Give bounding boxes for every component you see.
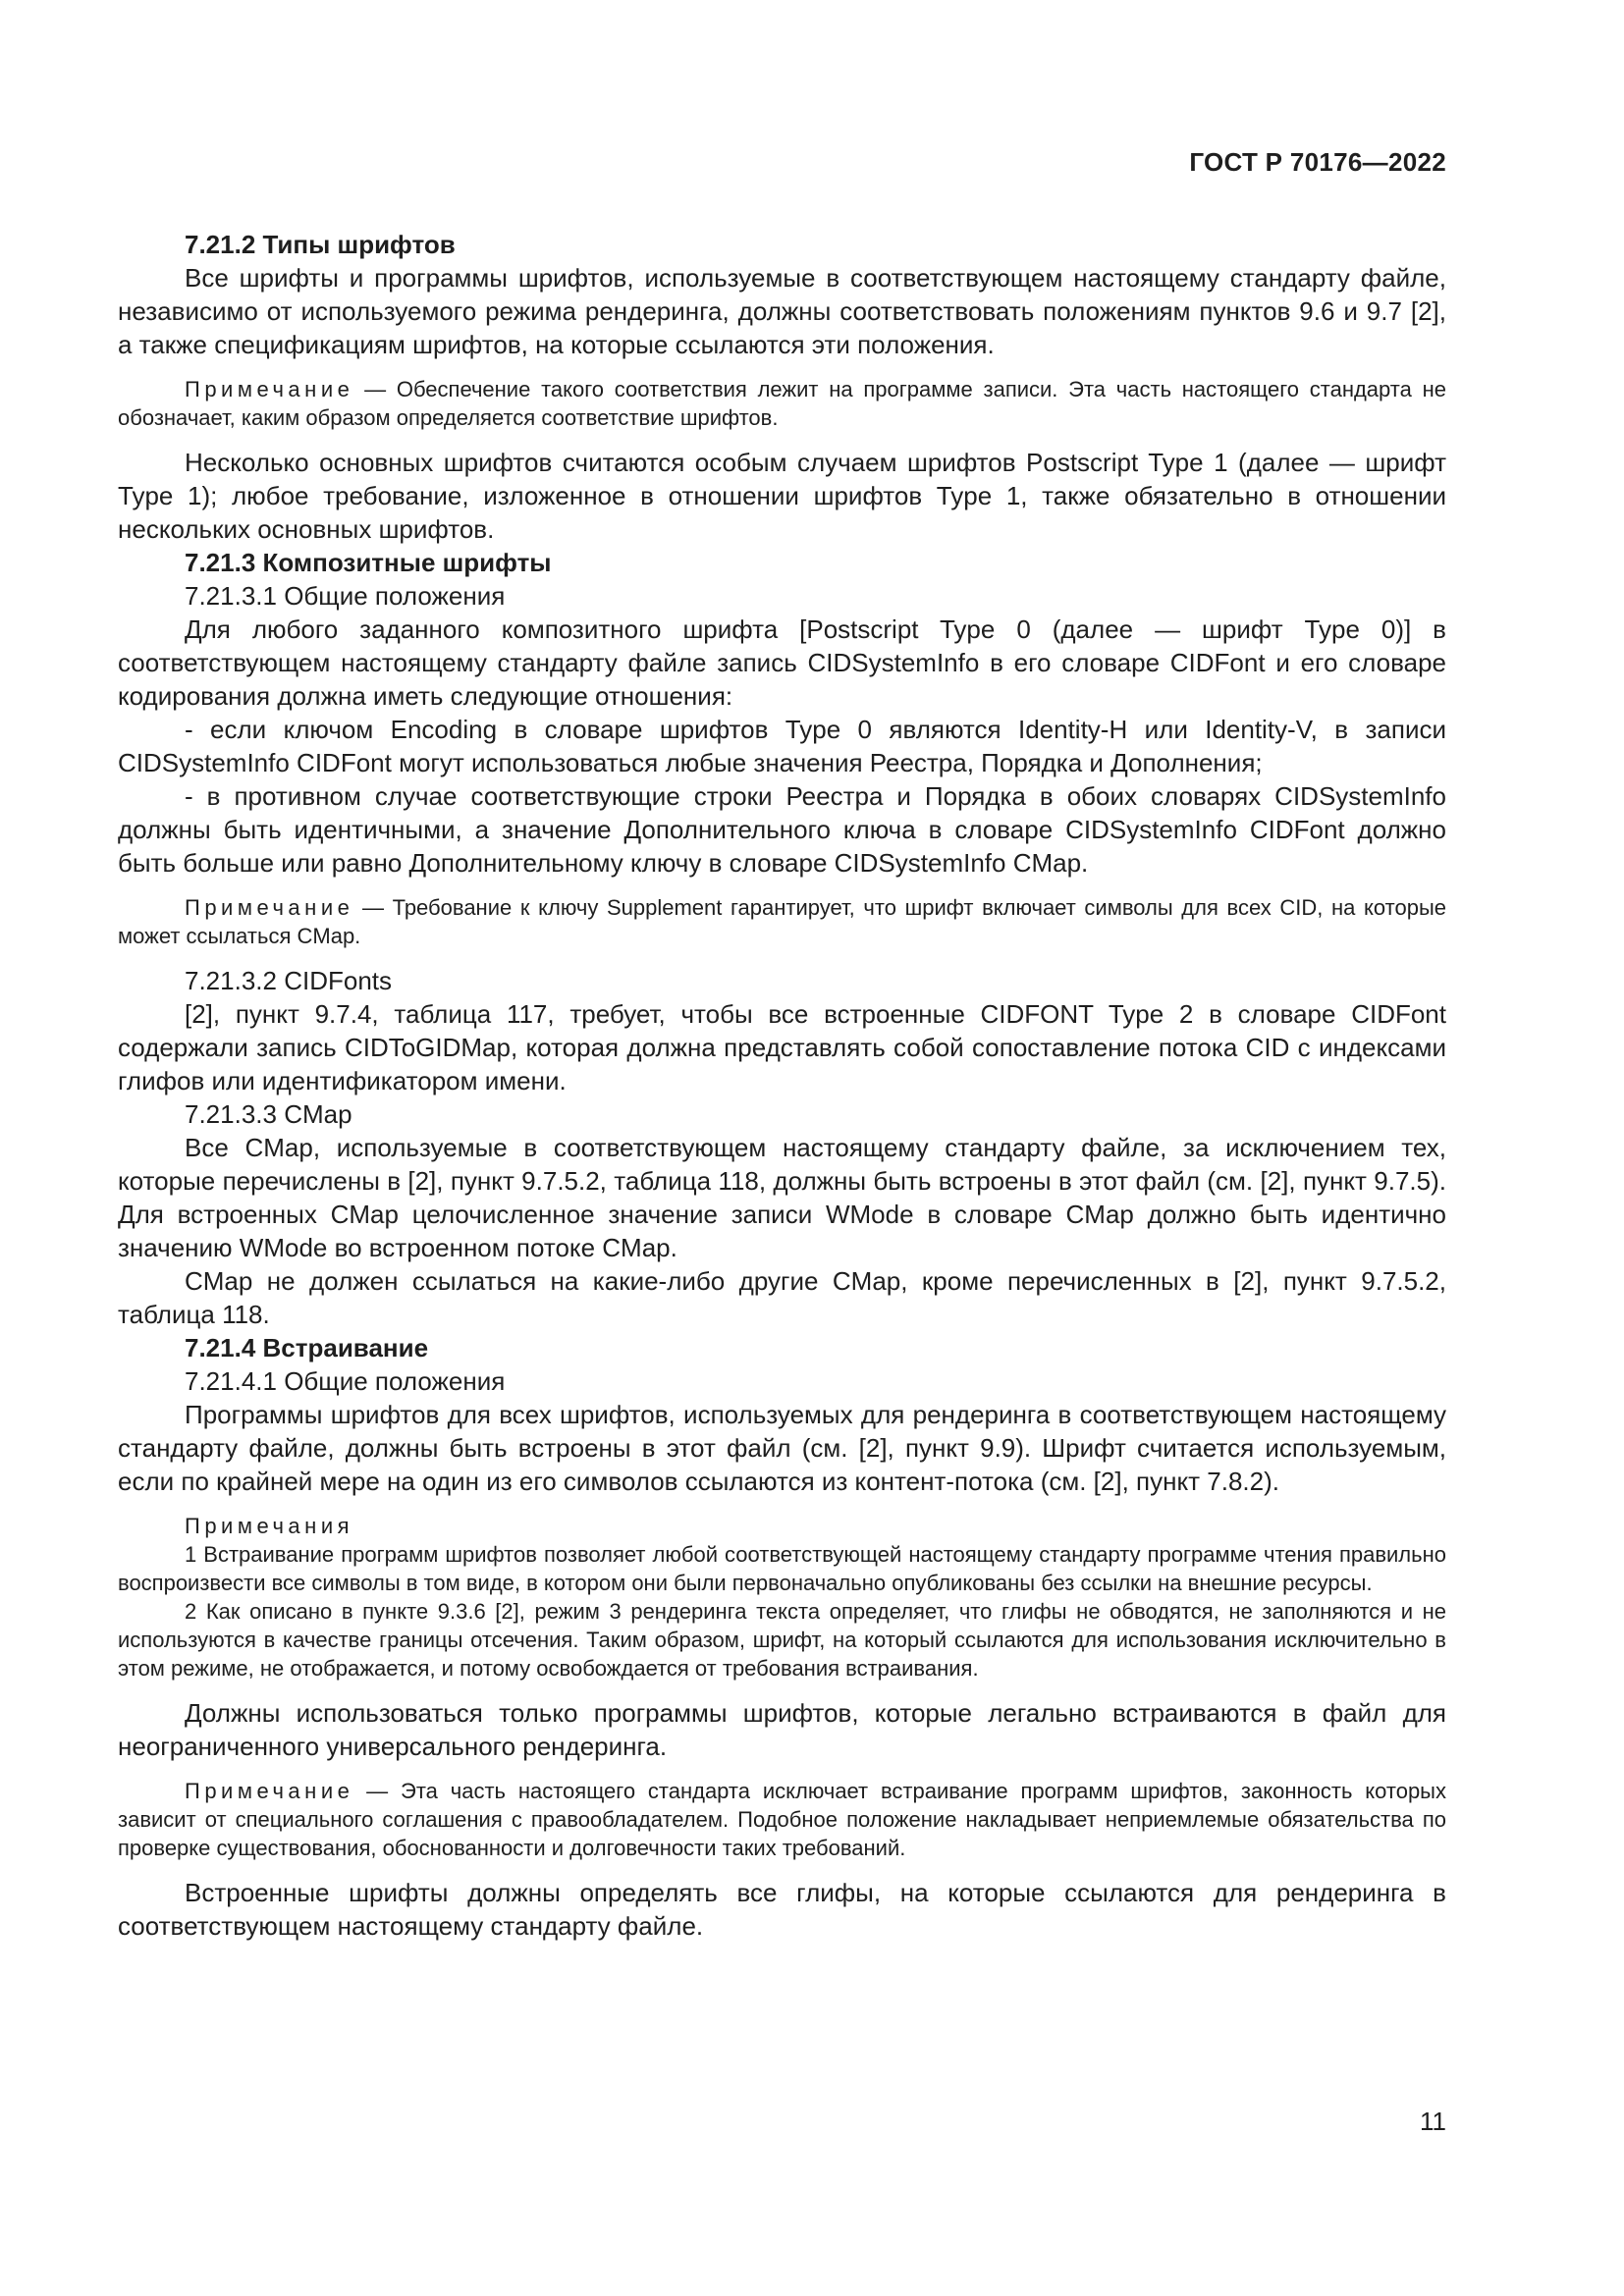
paragraph: Все CMap, используемые в соответствующем настоящему стандарту файле, за исключением тех, которые перечислены в [2], пункт 9.7.5.2, таблица 118, должны быть встроены в этот файл (см. [2], пункт 9.7.5). Для встроенных CMap целочисленное значение записи WMode в словаре CMap должно быть идентично значению WMode во встроенном потоке CMap. — [118, 1133, 1446, 1262]
paragraph: Все шрифты и программы шрифтов, используемые в соответствующем настоящему стандарту файле, независимо от используемого режима рендеринга, должны соответствовать положениям пунктов 9.6 и 9.7 [2], а также спецификациям шрифтов, на которые ссылаются эти положения. — [118, 263, 1446, 359]
subsection-heading: 7.21.4.1 Общие положения — [185, 1366, 506, 1396]
list-item: - в противном случае соответствующие строки Реестра и Порядка в обоих словарях CIDSystemInfo должны быть идентичными, а значение Дополнительного ключа в словаре CIDSystemInfo CIDFont должно быть больше или равно Дополнительному ключу в словаре CIDSystemInfo CMap. — [118, 781, 1446, 878]
note — [118, 1777, 1446, 1862]
paragraph: Для любого заданного композитного шрифта [Postscript Type 0 (далее — шрифт Type 0)] в соответствующем настоящему стандарту файле запись CIDSystemInfo в его словаре CIDFont и его словаре кодирования должна иметь следующие отношения: — [118, 614, 1446, 711]
section-heading-7-21-4: 7.21.4 Встраивание — [185, 1333, 429, 1362]
paragraph: Должны использоваться только программы шрифтов, которые легально встраиваются в файл для неограниченного универсального рендеринга. — [118, 1698, 1446, 1761]
note-label: Примечание — [185, 377, 354, 401]
section-heading-7-21-3: 7.21.3 Композитные шрифты — [185, 548, 552, 577]
note-item: 2 Как описано в пункте 9.3.6 [2], режим 3 рендеринга текста определяет, что глифы не обводятся, не заполняются и не используются в качестве границы отсечения. Таким образом, шрифт, на который ссылаются для использования исключительно в этом режиме, не отображается, и потому освобождается от требования встраивания. — [118, 1599, 1446, 1681]
subsection-heading: 7.21.3.3 CMap — [185, 1099, 352, 1129]
note-text: — Эта часть настоящего стандарта исключает встраивание программ шрифтов, законность которых зависит от специального соглашения с правообладателем. Подобное положение накладывает неприемлемые обязательства по проверке существования, обоснованности и долговечности таких требований. — [118, 1779, 1446, 1860]
note-label: Примечание — [185, 895, 354, 920]
document-page — [118, 0, 1446, 2296]
paragraph: Программы шрифтов для всех шрифтов, используемых для рендеринга в соответствующем настоящему стандарту файле, должны быть встроены в этот файл (см. [2], пункт 9.9). Шрифт считается используемым, если по крайней мере на один из его символов ссылаются из контент-потока (см. [2], пункт 7.8.2). — [118, 1400, 1446, 1496]
paragraph: Встроенные шрифты должны определять все глифы, на которые ссылаются для рендеринга в соответствующем настоящему стандарту файле. — [118, 1878, 1446, 1941]
notes-label: Примечания — [185, 1514, 354, 1538]
document-header: ГОСТ Р 70176—2022 — [1189, 147, 1446, 177]
paragraph: CMap не должен ссылаться на какие-либо другие CMap, кроме перечисленных в [2], пункт 9.7.5.2, таблица 118. — [118, 1266, 1446, 1329]
paragraph: [2], пункт 9.7.4, таблица 117, требует, чтобы все встроенные CIDFONT Type 2 в словаре CIDFont содержали запись CIDToGIDMap, которая должна представлять собой сопоставление потока CID с индексами глифов или идентификатором имени. — [118, 999, 1446, 1095]
paragraph: Несколько основных шрифтов считаются особым случаем шрифтов Postscript Type 1 (далее — шрифт Type 1); любое требование, изложенное в отношении шрифтов Type 1, также обязательно в отношении нескольких основных шрифтов. — [118, 448, 1446, 544]
subsection-heading: 7.21.3.2 CIDFonts — [185, 966, 392, 995]
note-item: 1 Встраивание программ шрифтов позволяет любой соответствующей настоящему стандарту программе чтения правильно воспроизвести все символы в том виде, в котором они были первоначально опубликованы без ссылки на внешние ресурсы. — [118, 1542, 1446, 1595]
page-number: 11 — [1420, 2107, 1446, 2136]
note — [118, 893, 1446, 950]
note-label: Примечание — [185, 1779, 354, 1803]
note-text: — Требование к ключу Supplement гарантирует, что шрифт включает символы для всех CID, на которые может ссылаться CMap. — [118, 895, 1446, 948]
note-text: — Обеспечение такого соответствия лежит на программе записи. Эта часть настоящего стандарта не обозначает, каким образом определяется соответствие шрифтов. — [118, 377, 1446, 430]
subsection-heading: 7.21.3.1 Общие положения — [185, 581, 506, 611]
document-body — [118, 228, 1446, 1943]
list-item: - если ключом Encoding в словаре шрифтов Type 0 являются Identity-H или Identity-V, в записи CIDSystemInfo CIDFont могут использоваться любые значения Реестра, Порядка и Дополнения; — [118, 715, 1446, 777]
section-heading-7-21-2: 7.21.2 Типы шрифтов — [185, 230, 456, 259]
note — [118, 375, 1446, 432]
